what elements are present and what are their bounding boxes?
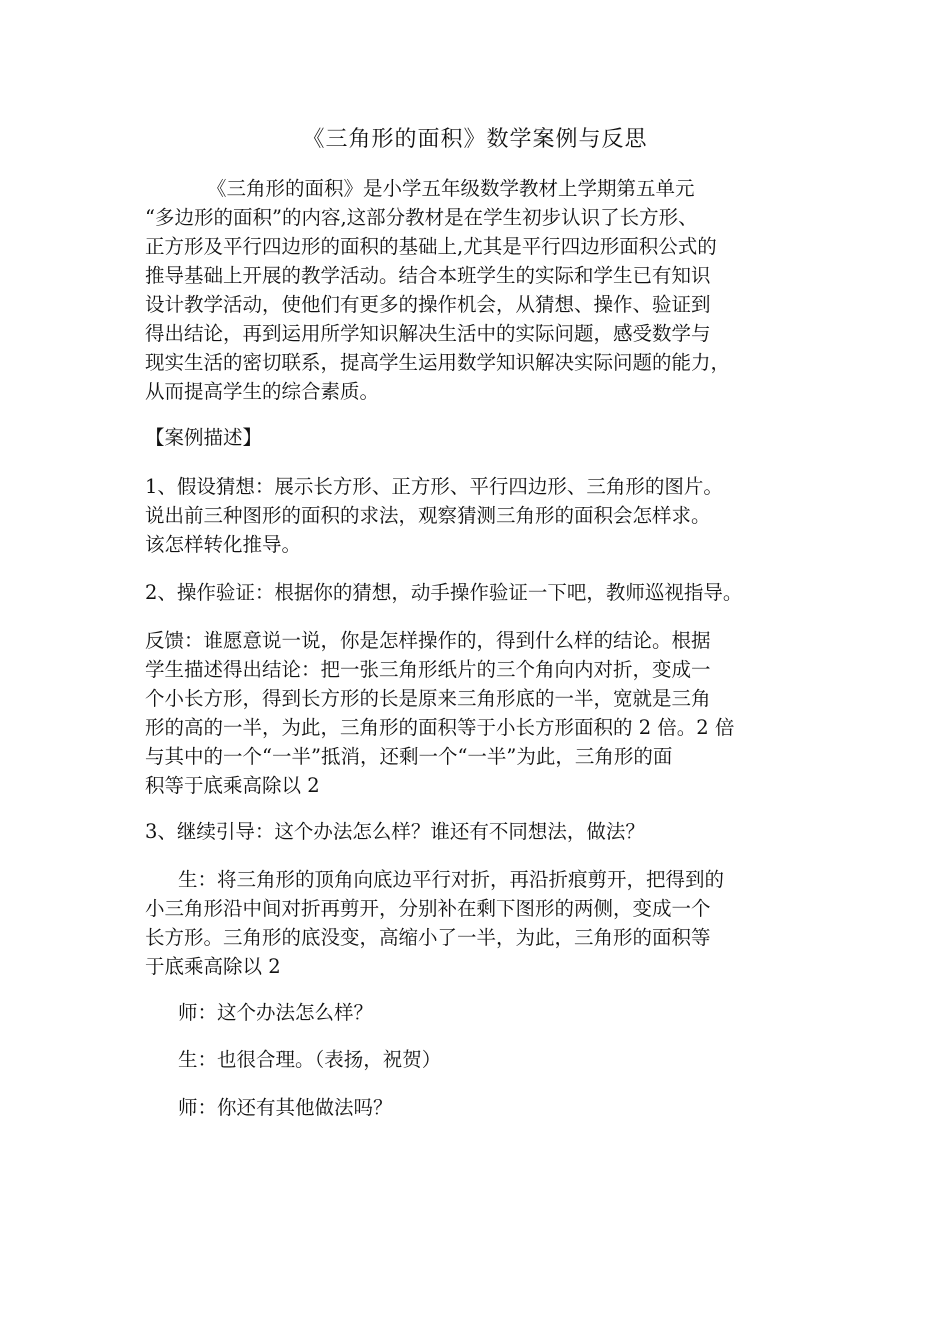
feedback-line: 与其中的一个“一半”抵消，还剩一个“一半”为此，三角形的面 xyxy=(145,745,673,768)
intro-line: 正方形及平行四边形的面积的基础上,尤其是平行四边形面积公式的 xyxy=(145,235,717,258)
teacher-line: 师：这个办法怎么样？ xyxy=(178,1001,374,1024)
step1-line: 说出前三种图形的面积的求法，观察猜测三角形的面积会怎样求。 xyxy=(145,504,711,527)
intro-line: 《三角形的面积》是小学五年级数学教材上学期第五单元 xyxy=(207,177,695,200)
feedback-line: 积等于底乘高除以 2 xyxy=(145,774,320,797)
intro-line: 设计教学活动，使他们有更多的操作机会，从猜想、操作、验证到 xyxy=(145,293,711,316)
teacher-question-2 xyxy=(145,1093,825,1122)
intro-line: 从而提高学生的综合素质。 xyxy=(145,380,380,403)
feedback-line: 个小长方形，得到长方形的长是原来三角形底的一半，宽就是三角 xyxy=(145,687,711,710)
section-heading-text: 【案例描述】 xyxy=(145,426,263,449)
teacher-question-1 xyxy=(145,998,825,1027)
student-reply-2 xyxy=(145,1045,825,1074)
intro-line: 现实生活的密切联系，提高学生运用数学知识解决实际问题的能力， xyxy=(145,351,731,374)
teacher-line: 师：你还有其他做法吗？ xyxy=(178,1096,393,1119)
step1-line: 该怎样转化推导。 xyxy=(145,533,302,556)
student-reply-line: 长方形。三角形的底没变，高缩小了一半，为此，三角形的面积等 xyxy=(145,926,711,949)
intro-line: 得出结论，再到运用所学知识解决生活中的实际问题，感受数学与 xyxy=(145,322,711,345)
step3-line: 3、继续引导：这个办法怎么样？谁还有不同想法，做法？ xyxy=(145,820,645,843)
student-line: 生：也很合理。（表扬，祝贺） xyxy=(178,1048,442,1071)
intro-paragraph xyxy=(145,174,825,406)
step3-paragraph xyxy=(145,817,825,846)
step2-line: 2、操作验证：根据你的猜想，动手操作验证一下吧，教师巡视指导。 xyxy=(145,581,743,604)
feedback-line: 反馈：谁愿意说一说，你是怎样操作的，得到什么样的结论。根据 xyxy=(145,629,711,652)
student-reply-line: 生：将三角形的顶角向底边平行对折，再沿折痕剪开，把得到的 xyxy=(178,868,725,891)
document-title: 《三角形的面积》数学案例与反思 xyxy=(302,127,648,152)
intro-line: 推导基础上开展的教学活动。结合本班学生的实际和学生已有知识 xyxy=(145,264,711,287)
feedback-line: 形的高的一半，为此，三角形的面积等于小长方形面积的 2 倍。2 倍 xyxy=(145,716,735,739)
student-reply-paragraph xyxy=(145,865,825,981)
intro-line: “多边形的面积”的内容,这部分教材是在学生初步认识了长方形、 xyxy=(145,206,698,229)
feedback-paragraph xyxy=(145,626,825,800)
student-reply-line: 小三角形沿中间对折再剪开，分别补在剩下图形的两侧，变成一个 xyxy=(145,897,711,920)
section-heading xyxy=(145,423,825,452)
student-reply-line: 于底乘高除以 2 xyxy=(145,955,281,978)
feedback-line: 学生描述得出结论：把一张三角形纸片的三个角向内对折，变成一 xyxy=(145,658,711,681)
step2-paragraph xyxy=(145,578,825,607)
step1-line: 1、假设猜想：展示长方形、正方形、平行四边形、三角形的图片。 xyxy=(145,475,723,498)
step1-paragraph xyxy=(145,472,825,559)
